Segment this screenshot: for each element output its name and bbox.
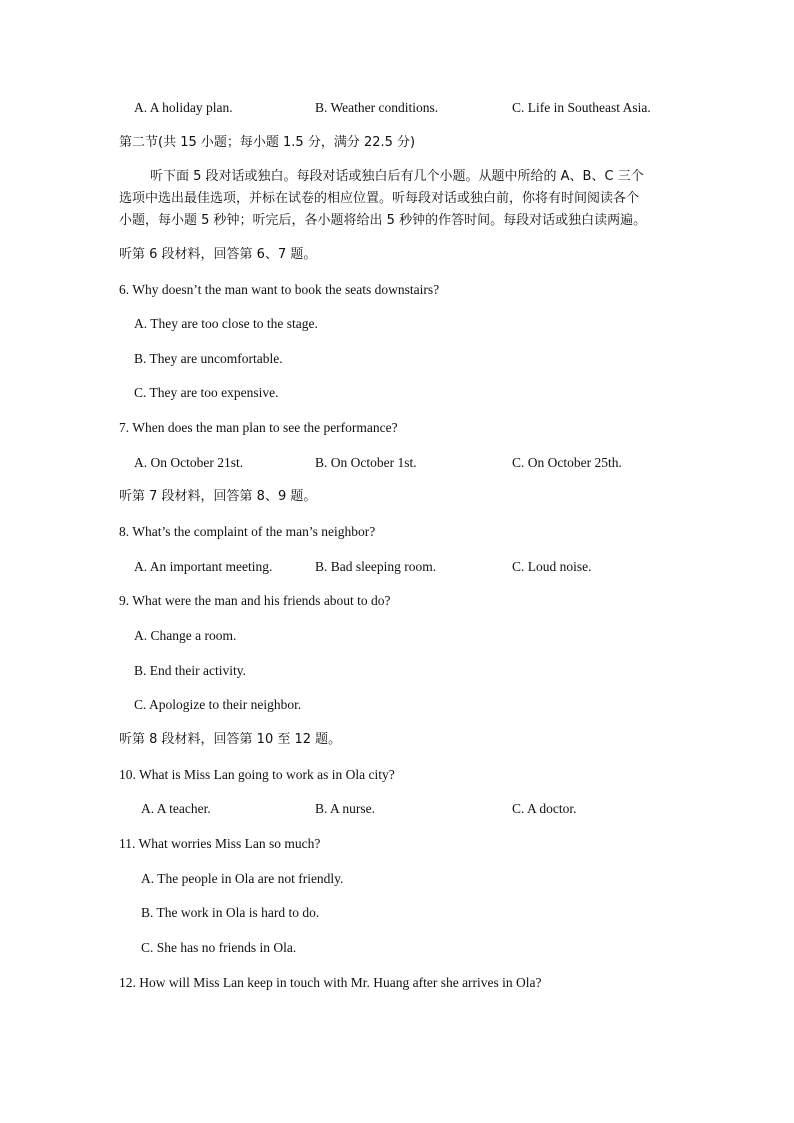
q10-question: 10. What is Miss Lan going to work as in Ola city? bbox=[119, 767, 395, 782]
q5-option-b: B. Weather conditions. bbox=[315, 100, 439, 115]
q7-option-c: C. On October 25th. bbox=[512, 455, 622, 470]
q7-option-a: A. On October 21st. bbox=[134, 455, 244, 470]
q7-question: 7. When does the man plan to see the performance? bbox=[119, 420, 398, 435]
q8-option-a: A. An important meeting. bbox=[134, 559, 273, 574]
q6-question: 6. Why doesn’t the man want to book the seats downstairs? bbox=[119, 282, 440, 297]
q11-option-b: B. The work in Ola is hard to do. bbox=[141, 905, 320, 920]
section2-heading: 第二节(共 15 小题；每小题 1.5 分，满分 22.5 分) bbox=[119, 135, 416, 150]
q10-option-c: C. A doctor. bbox=[512, 801, 577, 816]
q10-option-b: B. A nurse. bbox=[315, 801, 376, 816]
q10-option-a: A. A teacher. bbox=[141, 801, 211, 816]
q8-option-b: B. Bad sleeping room. bbox=[315, 559, 437, 574]
q8-question: 8. What’s the complaint of the man’s neighbor? bbox=[119, 524, 376, 539]
q6-option-a: A. They are too close to the stage. bbox=[134, 316, 318, 331]
q6-option-c: C. They are too expensive. bbox=[134, 385, 279, 400]
q11-option-c: C. She has no friends in Ola. bbox=[141, 940, 297, 955]
q9-question: 9. What were the man and his friends about to do? bbox=[119, 593, 391, 608]
material8-label: 听第 8 段材料，回答第 10 至 12 题。 bbox=[119, 732, 342, 747]
q12-question: 12. How will Miss Lan keep in touch with Mr. Huang after she arrives in Ola? bbox=[119, 975, 542, 990]
q9-option-c: C. Apologize to their neighbor. bbox=[134, 697, 302, 712]
q7-option-b: B. On October 1st. bbox=[315, 455, 417, 470]
material7-label: 听第 7 段材料，回答第 8、9 题。 bbox=[119, 489, 317, 504]
section2-instructions-line2: 选项中选出最佳选项，并标在试卷的相应位置。听每段对话或独白前，你将有时间阅读各个 bbox=[119, 191, 640, 206]
q11-question: 11. What worries Miss Lan so much? bbox=[119, 836, 321, 851]
q5-option-c: C. Life in Southeast Asia. bbox=[512, 100, 651, 115]
q5-option-a: A. A holiday plan. bbox=[134, 100, 233, 115]
section2-instructions-line3: 小题，每小题 5 秒钟；听完后，各小题将给出 5 秒钟的作答时间。每段对话或独白读两遍。 bbox=[119, 213, 647, 228]
q9-option-b: B. End their activity. bbox=[134, 663, 246, 678]
q8-option-c: C. Loud noise. bbox=[512, 559, 592, 574]
q6-option-b: B. They are uncomfortable. bbox=[134, 351, 283, 366]
material6-label: 听第 6 段材料，回答第 6、7 题。 bbox=[119, 247, 317, 262]
q11-option-a: A. The people in Ola are not friendly. bbox=[141, 871, 344, 886]
section2-instructions-line1: 听下面 5 段对话或独白。每段对话或独白后有几个小题。从题中所给的 A、B、C 三个 bbox=[150, 169, 644, 184]
q9-option-a: A. Change a room. bbox=[134, 628, 237, 643]
